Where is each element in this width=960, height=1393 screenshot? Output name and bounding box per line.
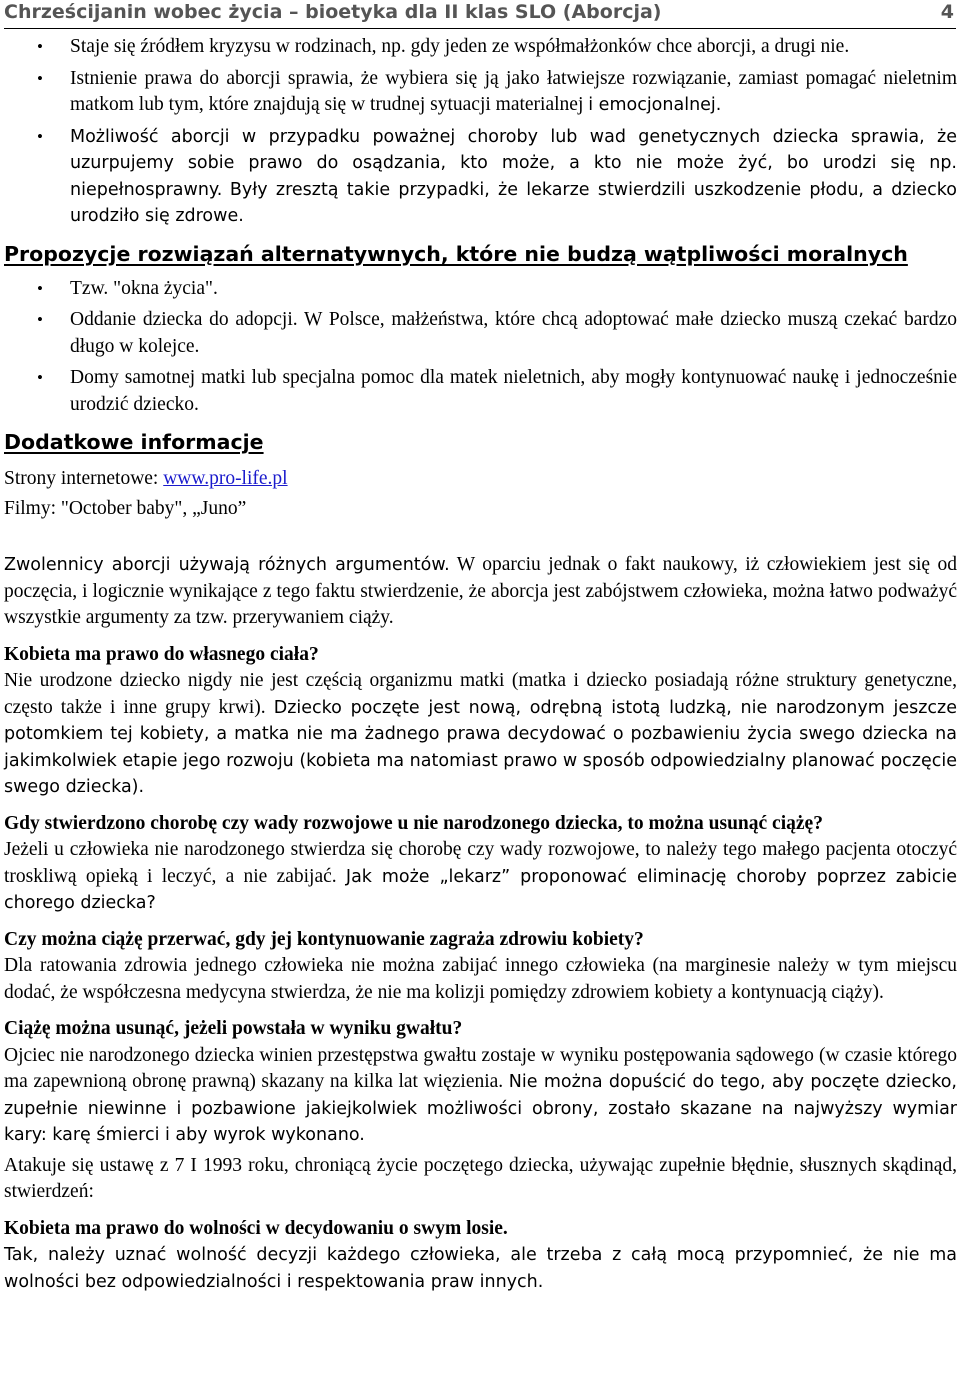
websites-label: Strony internetowe:	[4, 468, 164, 489]
argument-answer	[4, 953, 957, 1006]
argument-block	[4, 1016, 957, 1206]
argument-block	[4, 927, 957, 1007]
list-item	[4, 307, 957, 360]
bullet-icon: •	[37, 37, 43, 56]
answer-text: Jeżeli u człowieka nie narodzonego stwierdza się chorobę czy wady rozwojowe, to należy tego małego pacjenta otoczyć troskliwą opieką i leczyć, a nie zabijać.	[4, 839, 957, 887]
answer-text: Jak może „lekarz” proponować eliminację choroby poprzez zabicie chorego dziecka?	[4, 866, 957, 913]
argument-question: Ciążę można usunąć, jeżeli powstała w wyniku gwałtu?	[4, 1018, 463, 1039]
list-item	[4, 124, 957, 230]
argument-answer	[4, 668, 957, 801]
bullet-icon: •	[37, 126, 43, 146]
header-title: Chrześcijanin wobec życia – bioetyka dla II klas SLO (Aborcja)	[4, 1, 662, 23]
section-heading-info: Dodatkowe informacje	[4, 430, 264, 454]
list-item	[4, 34, 957, 61]
argument-answer	[4, 1043, 957, 1149]
bullet-icon: •	[37, 368, 43, 387]
bullet-icon: •	[37, 310, 43, 329]
films-line: Filmy: "October baby", „Juno”	[4, 498, 247, 519]
answer-text: Dla ratowania zdrowia jednego człowieka nie można zabijać innego człowieka (na marginesie należy w tym miejscu dodać, że współczesna medycyna stwierdza, że nie ma kolizji pomiędzy zdrowiem kobiety a kontynuacją ciąży).	[4, 955, 957, 1003]
list-item	[4, 276, 957, 303]
spacer	[4, 524, 957, 552]
websites-line	[4, 464, 957, 494]
argument-block	[4, 811, 957, 917]
website-link[interactable]: www.pro-life.pl	[163, 468, 288, 489]
page-content	[4, 34, 957, 1305]
answer-text: Tak, należy uznać wolność decyzji każdego człowieka, ale trzeba z całą mocą przypomnieć, że nie ma wolności bez odpowiedzialności i respektowania praw innych.	[4, 1245, 957, 1292]
list-item-text: Domy samotnej matki lub specjalna pomoc dla matek nieletnich, aby mogły kontynuować naukę i jednocześnie urodzić dziecko.	[70, 367, 957, 415]
bullet-list-alternatives	[4, 276, 957, 419]
answer-text: Atakuje się ustawę z 7 I 1993 roku, chroniącą życie poczętego dziecka, używając zupełnie błędnie, słusznych skądinąd, stwierdzeń:	[4, 1154, 957, 1202]
argument-block	[4, 1216, 957, 1296]
page-header	[4, 0, 956, 29]
argument-question: Gdy stwierdzono chorobę czy wady rozwojowe u nie narodzonego dziecka, to można usunąć ciążę?	[4, 812, 823, 834]
bullet-list-consequences	[4, 34, 957, 230]
answer-text: Ojciec nie narodzonego dziecka winien przestępstwa gwałtu zostaje w wyniku postępowania sądowego (w czasie którego ma zapewnioną obronę prawną) skazany na kilka lat więzienia.	[4, 1044, 957, 1092]
answer-text: Dziecko poczęte jest nową, odrębną istotą ludzką, nie narodzonym jeszcze potomkiem tej kobiety, a matka nie ma żadnego prawa decydować o pozbawieniu życia swego dziecka na jakimkolwiek etapie jego rozwoju (kobieta ma natomiast prawo w sposób odpowiedzialny planować poczęcie swego dziecka).	[4, 697, 957, 797]
list-item	[4, 66, 957, 119]
list-item-text: Istnienie prawa do aborcji sprawia, że wybiera się ją jako łatwiejsze rozwiązanie, zamiast pomagać nieletnim matkom lub tym, które znajdują się w trudnej sytuacji materialnej	[70, 67, 957, 115]
argument-block	[4, 642, 957, 801]
list-item-text: Były zresztą takie przypadki, że lekarze stwierdzili uszkodzenie płodu, a dziecko urodziło się zdrowe.	[70, 179, 957, 226]
list-item-text: Możliwość aborcji w przypadku poważnej choroby lub wad genetycznych dziecka sprawia, że uzurpujemy sobie prawo do osądzania, kto może, a kto nie może żyć, bo urodzi się np. niepełnosprawny.	[70, 126, 957, 200]
argument-answer	[4, 1242, 957, 1295]
argument-answer	[4, 1153, 957, 1206]
list-item-text: Oddanie dziecka do adopcji. W Polsce, małżeństwa, które chcą adoptować małe dziecko muszą czekać bardzo długo w kolejce.	[70, 309, 957, 357]
page-number: 4	[940, 1, 954, 23]
argument-question: Kobieta ma prawo do wolności w decydowaniu o swym losie.	[4, 1217, 508, 1239]
bullet-icon: •	[37, 278, 43, 298]
bullet-icon: •	[37, 68, 43, 88]
argument-answer	[4, 837, 957, 917]
answer-text: Nie można dopuścić do tego, aby poczęte dziecko, zupełnie niewinne i pozbawione jakiejkolwiek możliwości obrony, zostało skazane na najwyższy wymiar kary: karę śmierci i aby wyrok wykonano.	[4, 1072, 957, 1145]
section-heading-alternatives: Propozycje rozwiązań alternatywnych, które nie budzą wątpliwości moralnych	[4, 241, 908, 266]
argument-question: Czy można ciążę przerwać, gdy jej kontynuowanie zagraża zdrowiu kobiety?	[4, 928, 644, 950]
list-item-text: Staje się źródłem kryzysu w rodzinach, np. gdy jeden ze współmałżonków chce aborcji, a drugi nie.	[70, 36, 850, 57]
intro-text: Zwolennicy aborcji używają różnych argumentów.	[4, 555, 450, 575]
intro-text: W oparciu jednak o fakt naukowy, iż człowiekiem jest się od poczęcia, i logicznie wynikające z tego faktu stwierdzenie, że aborcja jest zabójstwem człowieka, można łatwo podważyć wszystkie argumenty za tzw. przerywaniem ciąży.	[4, 554, 958, 628]
intro-paragraph	[4, 552, 957, 632]
list-item	[4, 365, 957, 418]
list-item-text: i emocjonalnej.	[588, 95, 722, 115]
answer-text: Nie urodzone dziecko nigdy nie jest częścią organizmu matki (matka i dziecko posiadają różne struktury genetyczne, często także i inne grupy krwi).	[4, 670, 957, 718]
list-item-text: Tzw. "okna życia".	[70, 277, 218, 299]
argument-question: Kobieta ma prawo do własnego ciała?	[4, 643, 319, 665]
